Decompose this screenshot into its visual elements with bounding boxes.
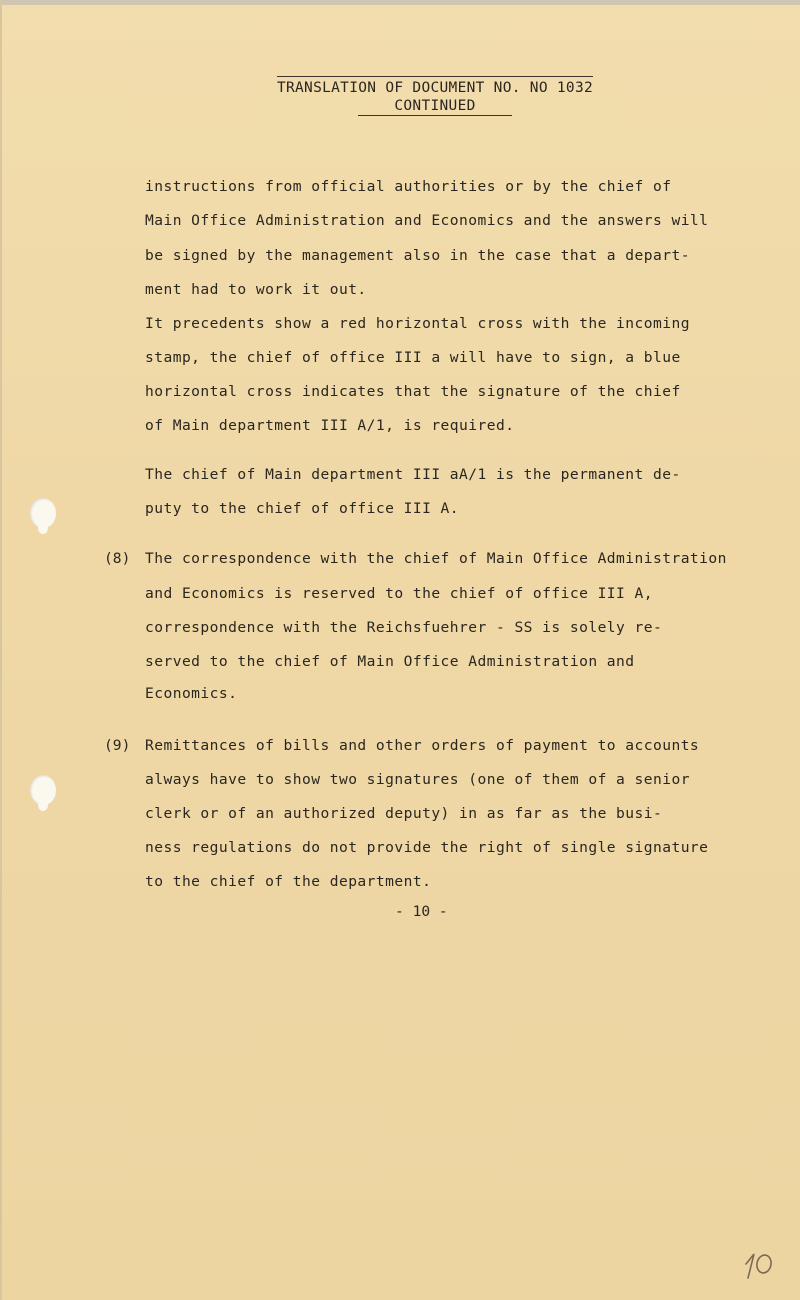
punch-hole [30, 775, 56, 805]
body-line: The correspondence with the chief of Main Office Administration [145, 550, 727, 567]
item-marker-9: (9) [104, 737, 131, 754]
body-line: served to the chief of Main Office Administration and [145, 653, 635, 670]
body-line: to the chief of the department. [145, 873, 432, 890]
body-line: Main Office Administration and Economics and the answers will [145, 212, 709, 229]
body-line: ness regulations do not provide the right of single signature [145, 839, 709, 856]
scan-edge-top [0, 0, 800, 5]
body-line: clerk or of an authorized deputy) in as far as the busi- [145, 805, 663, 822]
body-line: of Main department III A/1, is required. [145, 417, 515, 434]
header-subtitle: CONTINUED [358, 98, 511, 116]
handwritten-page-mark [742, 1246, 782, 1290]
punch-hole [30, 498, 56, 528]
body-line: ment had to work it out. [145, 281, 367, 298]
scan-edge-left [0, 0, 2, 1300]
body-line: instructions from official authorities or by the chief of [145, 178, 672, 195]
body-line: Remittances of bills and other orders of payment to accounts [145, 737, 700, 754]
body-line: and Economics is reserved to the chief of office III A, [145, 585, 653, 602]
body-line: It precedents show a red horizontal cross with the incoming [145, 315, 690, 332]
body-line: puty to the chief of office III A. [145, 500, 460, 517]
document-header [0, 76, 800, 116]
body-line: correspondence with the Reichsfuehrer - SS is solely re- [145, 619, 663, 636]
body-line: stamp, the chief of office III a will have to sign, a blue [145, 349, 681, 366]
body-line: The chief of Main department III aA/1 is the permanent de- [145, 466, 681, 483]
page-number: - 10 - [395, 903, 448, 920]
item-marker-8: (8) [104, 550, 131, 567]
body-line: horizontal cross indicates that the signature of the chief [145, 383, 681, 400]
body-line: Economics. [145, 685, 238, 702]
header-title: TRANSLATION OF DOCUMENT NO. NO 1032 [277, 76, 593, 96]
body-line: always have to show two signatures (one of them of a senior [145, 771, 690, 788]
body-line: be signed by the management also in the case that a depart- [145, 247, 690, 264]
